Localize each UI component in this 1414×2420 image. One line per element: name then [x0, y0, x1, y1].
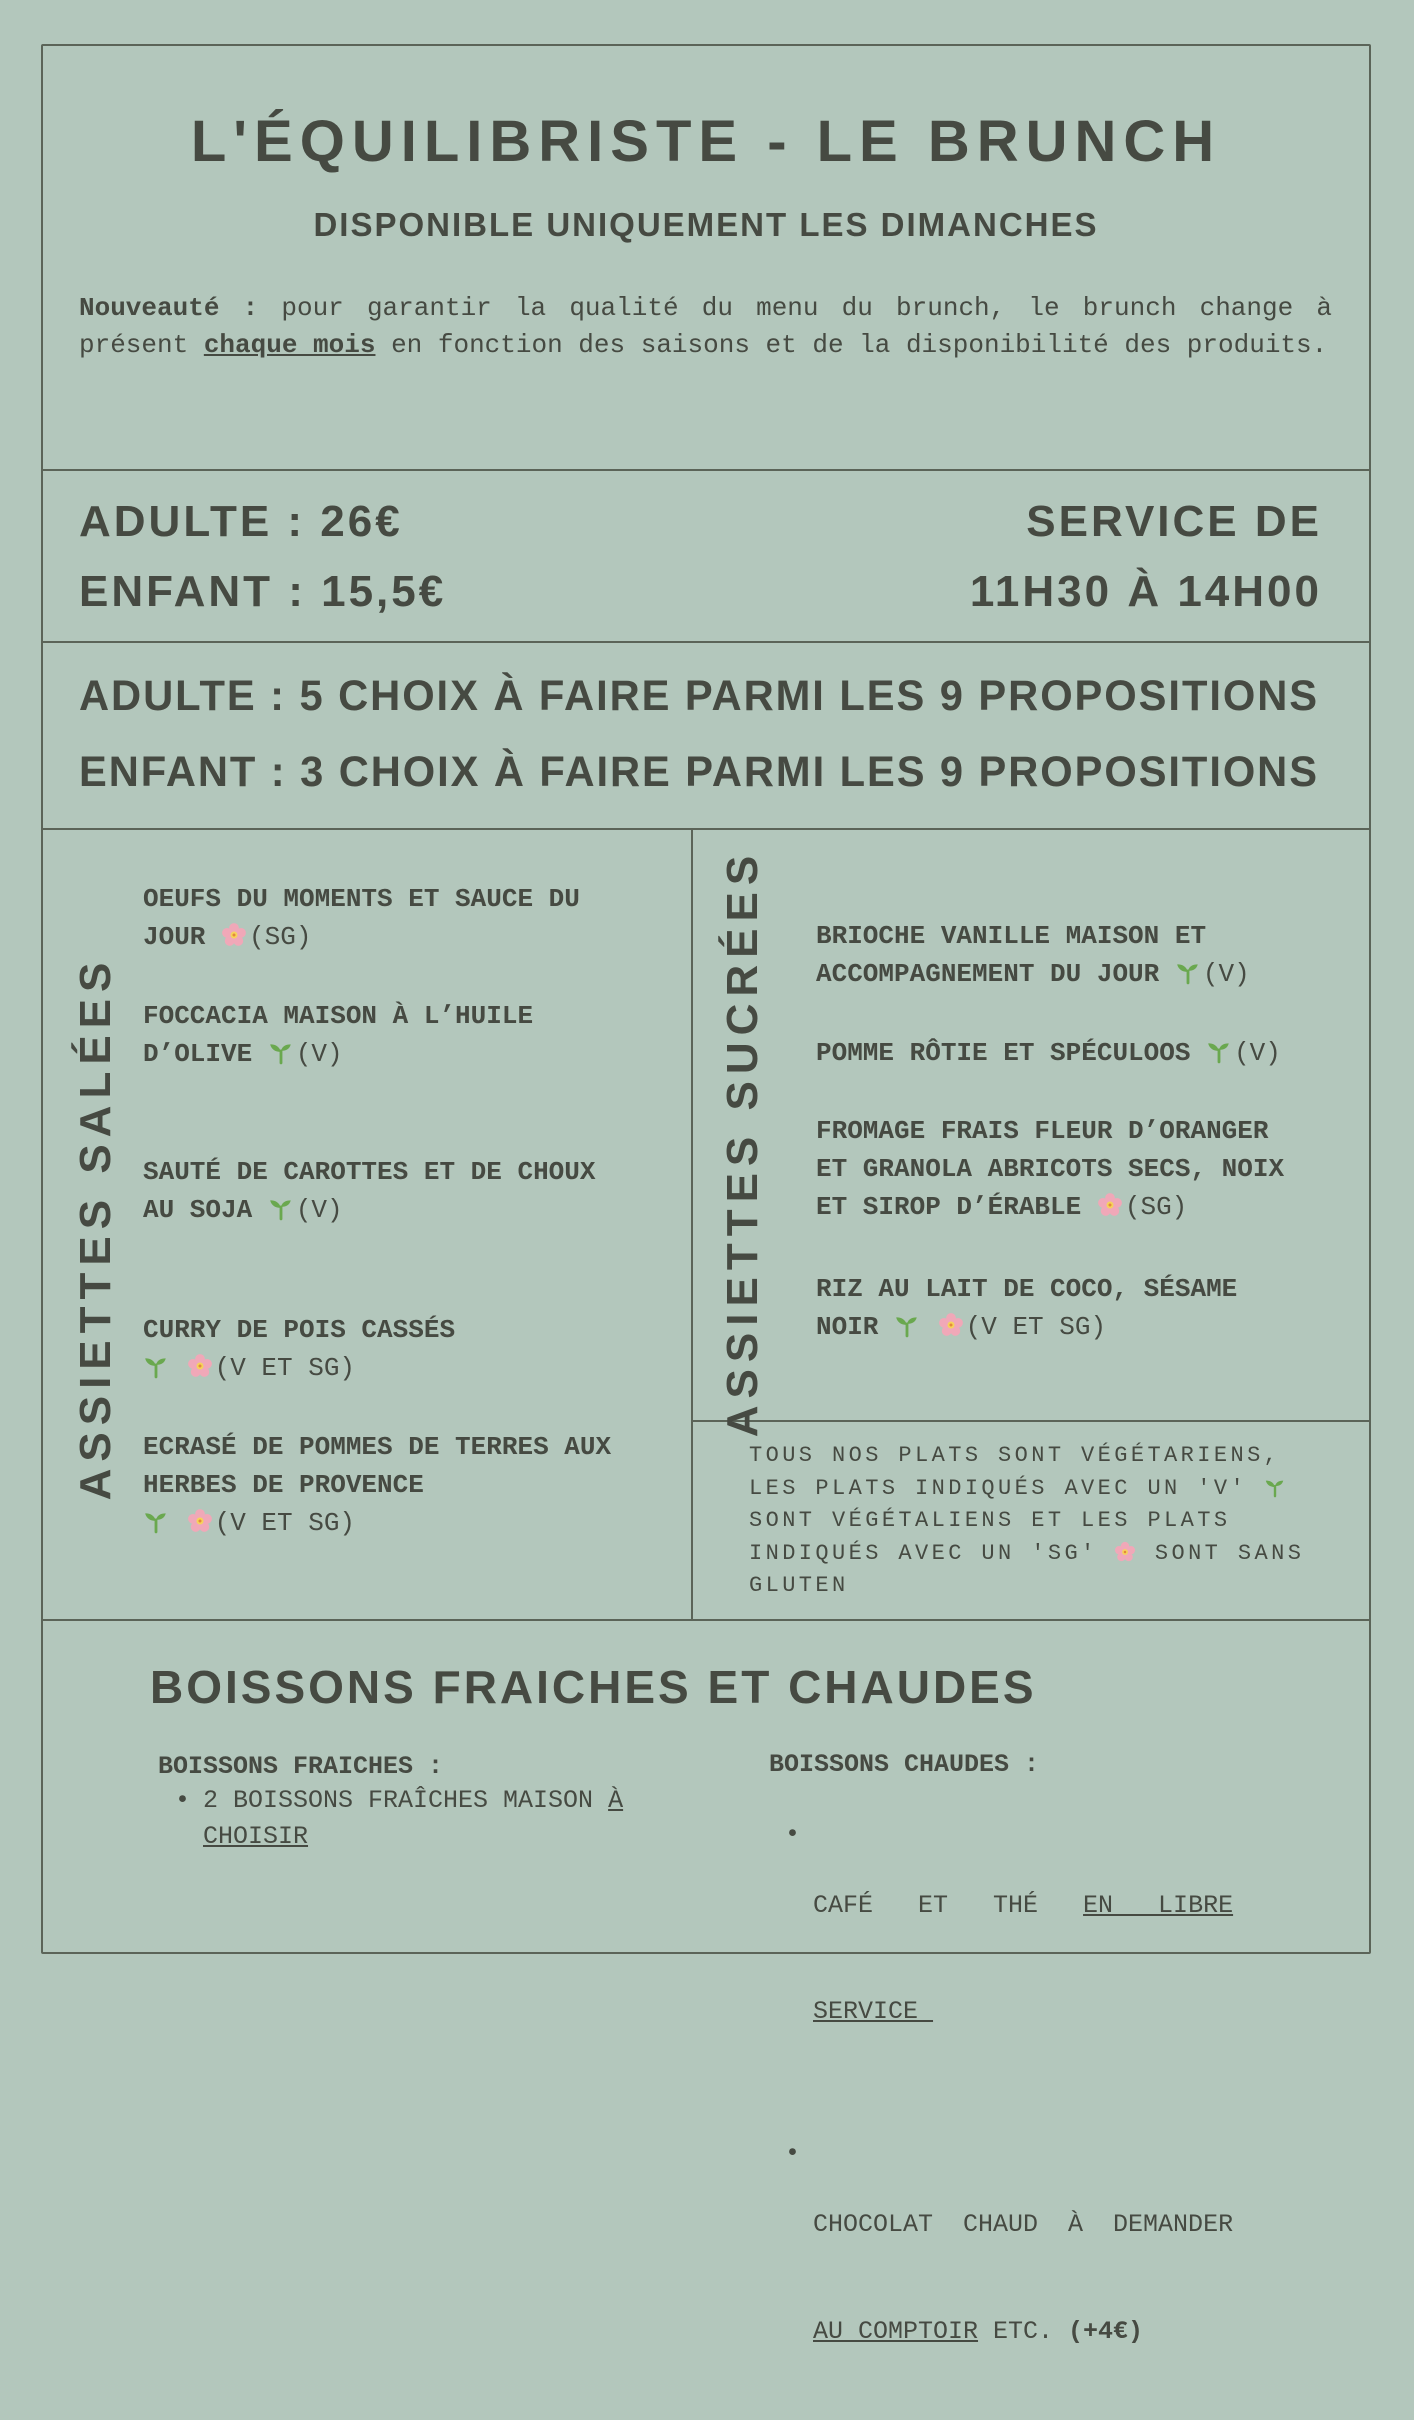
item-text: AU COMPTOIR [813, 2317, 978, 2346]
intro-text: pour garantir la qualité du menu du brunch, le brunch change à présent [79, 293, 1332, 360]
item-text: JOUR [143, 922, 205, 952]
item-text: CHOISIR [203, 1822, 308, 1851]
divider [41, 828, 1371, 830]
hot-drinks-heading: BOISSONS CHAUDES : [769, 1750, 1329, 1779]
divider [41, 1619, 1371, 1621]
child-choices: ENFANT : 3 CHOIX À FAIRE PARMI LES 9 PROPOSITIONS [79, 748, 1319, 797]
vegan-sprout-icon [1175, 959, 1201, 985]
item-text: HERBES DE PROVENCE [143, 1466, 611, 1504]
diet-tag: (V ET SG) [215, 1508, 355, 1538]
gluten-free-flower-icon [1114, 1541, 1136, 1563]
note-line: GLUTEN [749, 1570, 1349, 1603]
item-text: SAUTÉ DE CAROTTES ET DE CHOUX [143, 1153, 595, 1191]
item-text: CHOCOLAT CHAUD À DEMANDER [813, 2207, 1329, 2243]
menu-item [143, 1311, 455, 1387]
item-text: 2 BOISSONS FRAÎCHES MAISON [203, 1786, 608, 1815]
menu-item [816, 1034, 1281, 1072]
gluten-free-flower-icon [221, 922, 247, 948]
gluten-free-flower-icon [187, 1508, 213, 1534]
vegan-sprout-icon [268, 1039, 294, 1065]
diet-tag: (V) [296, 1195, 343, 1225]
vegan-sprout-icon [143, 1508, 169, 1534]
item-text: BRIOCHE VANILLE MAISON ET [816, 917, 1250, 955]
menu-item [816, 917, 1250, 993]
note-line: TOUS NOS PLATS SONT VÉGÉTARIENS, [749, 1440, 1349, 1473]
item-text: RIZ AU LAIT DE COCO, SÉSAME [816, 1270, 1237, 1308]
service-label: SERVICE DE [1026, 497, 1322, 547]
intro-text: en fonction des saisons et de la disponibilité des produits. [375, 330, 1327, 360]
menu-item [816, 1112, 1284, 1226]
item-text: FOCCACIA MAISON À L’HUILE [143, 997, 533, 1035]
menu-item [143, 1428, 611, 1542]
list-item [813, 2101, 1329, 2420]
bullet: • [175, 1783, 190, 1819]
menu-item [143, 1153, 595, 1229]
sweet-heading: ASSIETTES SUCRÉES [718, 849, 768, 1437]
item-text: ET GRANOLA ABRICOTS SECS, NOIX [816, 1150, 1284, 1188]
vegan-sprout-icon [894, 1312, 920, 1338]
hot-drinks [769, 1750, 1329, 2420]
vegan-sprout-icon [1206, 1038, 1232, 1064]
item-text: CAFÉ ET THÉ [813, 1891, 1083, 1920]
service-hours: 11H30 À 14H00 [970, 567, 1322, 617]
adult-price: ADULTE : 26€ [79, 497, 403, 547]
page-subtitle-wrap [41, 206, 1371, 244]
bullet: • [785, 1817, 800, 1853]
item-text: À [608, 1786, 623, 1815]
item-text: POMME RÔTIE ET SPÉCULOOS [816, 1038, 1190, 1068]
page-title: L'ÉQUILIBRISTE - LE BRUNCH [191, 108, 1221, 175]
item-text: ET SIROP D’ÉRABLE [816, 1192, 1081, 1222]
drinks-title: BOISSONS FRAICHES ET CHAUDES [150, 1660, 1037, 1714]
cold-drinks-heading: BOISSONS FRAICHES : [158, 1752, 658, 1781]
menu-item [816, 1270, 1237, 1346]
menu-item [143, 880, 580, 956]
vegan-sprout-icon [1264, 1476, 1286, 1498]
item-text: NOIR [816, 1312, 878, 1342]
item-text: ETC. [978, 2317, 1068, 2346]
item-text: ACCOMPAGNEMENT DU JOUR [816, 959, 1159, 989]
gluten-free-flower-icon [938, 1312, 964, 1338]
intro-emphasis: chaque mois [204, 330, 376, 360]
bullet: • [785, 2136, 800, 2172]
diet-tag: (SG) [249, 922, 311, 952]
note-line: LES PLATS INDIQUÉS AVEC UN 'V' [749, 1476, 1247, 1501]
item-text: CURRY DE POIS CASSÉS [143, 1311, 455, 1349]
savory-heading: ASSIETTES SALÉES [71, 956, 121, 1501]
diet-tag: (V) [1234, 1038, 1281, 1068]
item-text: AU SOJA [143, 1195, 252, 1225]
diet-tag: (SG) [1125, 1192, 1187, 1222]
page-title-wrap [41, 108, 1371, 175]
vegan-sprout-icon [143, 1353, 169, 1379]
diet-tag: (V) [1203, 959, 1250, 989]
item-text: SERVICE [813, 1997, 933, 2026]
divider [41, 641, 1371, 643]
vegan-sprout-icon [268, 1195, 294, 1221]
menu-item [143, 997, 533, 1073]
note-line: SONT SANS [1155, 1541, 1304, 1566]
diet-tag: (V) [296, 1039, 343, 1069]
intro-paragraph [79, 290, 1332, 364]
column-divider [691, 829, 693, 1620]
item-text: FROMAGE FRAIS FLEUR D’ORANGER [816, 1112, 1284, 1150]
price-supplement: (+4€) [1068, 2317, 1143, 2346]
divider [692, 1420, 1371, 1422]
gluten-free-flower-icon [187, 1353, 213, 1379]
item-text: ECRASÉ DE POMMES DE TERRES AUX [143, 1428, 611, 1466]
item-text: EN LIBRE [1083, 1891, 1233, 1920]
note-line: INDIQUÉS AVEC UN 'SG' [749, 1541, 1098, 1566]
gluten-free-flower-icon [1097, 1192, 1123, 1218]
item-text: D’OLIVE [143, 1039, 252, 1069]
dietary-note [749, 1440, 1349, 1603]
list-item [813, 1781, 1329, 2101]
page-subtitle: DISPONIBLE UNIQUEMENT LES DIMANCHES [313, 206, 1098, 244]
list-item [203, 1783, 658, 1854]
note-line: SONT VÉGÉTALIENS ET LES PLATS [749, 1505, 1349, 1538]
diet-tag: (V ET SG) [215, 1353, 355, 1383]
intro-label: Nouveauté : [79, 293, 258, 323]
item-text: OEUFS DU MOMENTS ET SAUCE DU [143, 880, 580, 918]
cold-drinks [158, 1752, 658, 1854]
adult-choices: ADULTE : 5 CHOIX À FAIRE PARMI LES 9 PROPOSITIONS [79, 672, 1319, 721]
divider [41, 469, 1371, 471]
diet-tag: (V ET SG) [966, 1312, 1106, 1342]
child-price: ENFANT : 15,5€ [79, 567, 446, 617]
